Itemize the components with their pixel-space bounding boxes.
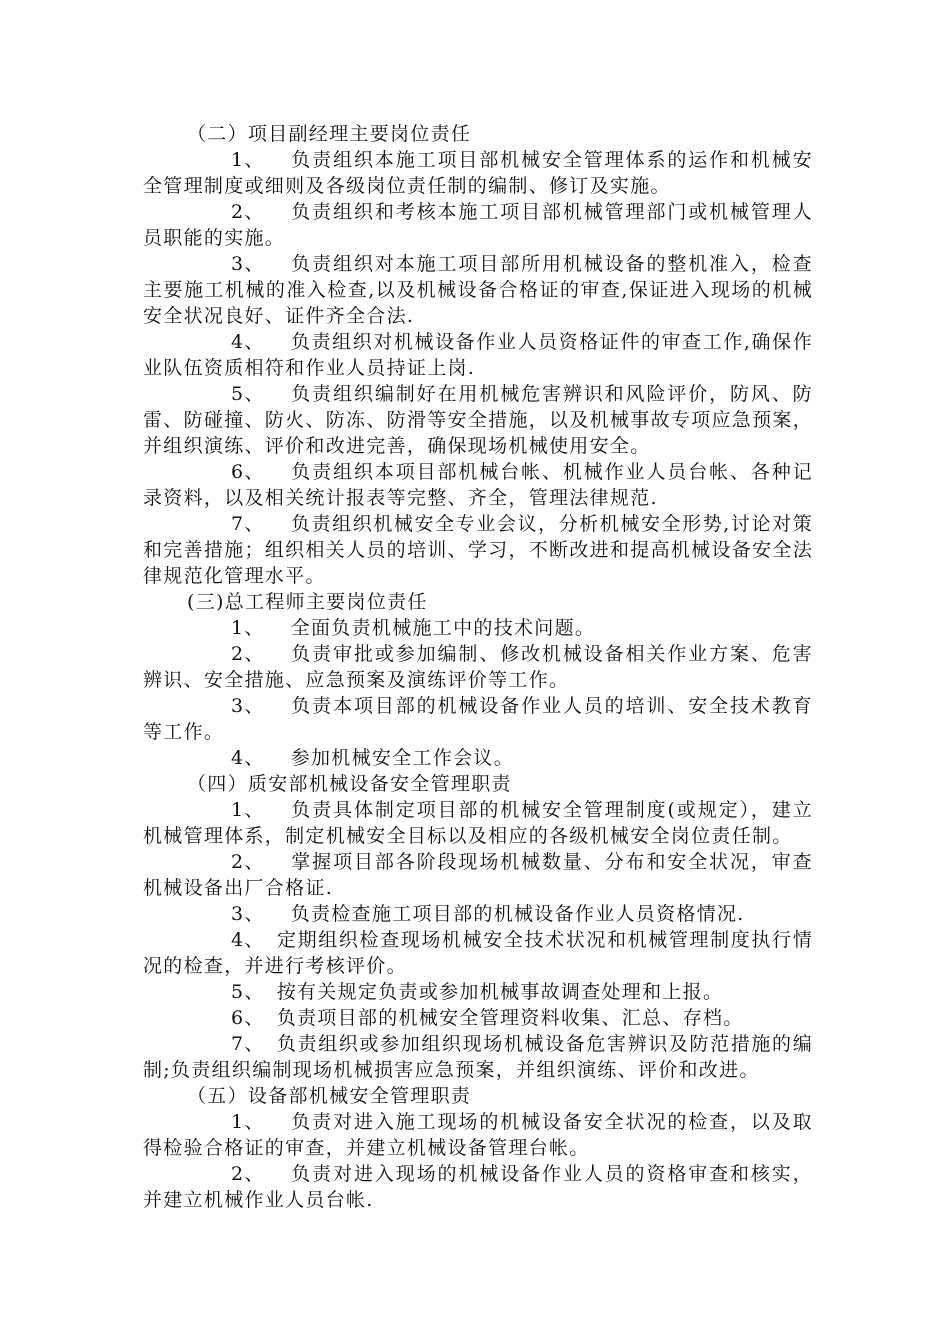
list-item: [143, 615, 813, 641]
item-text: 全面负责机械施工中的技术问题。: [290, 617, 596, 639]
item-text: 负责项目部的机械安全管理资料收集、汇总、存档。: [276, 1007, 744, 1029]
item-text: 负责组织对本施工项目部所用机械设备的整机准入，检查主要施工机械的准入检查,以及机械设备合格证的审查,保证进入现场的机械安全状况良好、证件齐全合法.: [143, 253, 813, 327]
list-item: [143, 1005, 813, 1031]
item-number: 2、: [231, 643, 265, 665]
list-item: [143, 251, 813, 329]
item-number: 3、: [231, 695, 265, 717]
item-number: 2、: [231, 1163, 265, 1185]
item-number: 1、: [231, 799, 265, 821]
item-text: 负责组织和考核本施工项目部机械管理部门或机械管理人员职能的实施。: [143, 201, 813, 249]
list-item: [143, 329, 813, 381]
list-item: [143, 849, 813, 901]
item-text: 参加机械安全工作会议。: [290, 747, 515, 769]
item-text: 负责具体制定项目部的机械安全管理制度(或规定），建立机械管理体系，制定机械安全目标以及相应的各级机械安全岗位责任制。: [143, 799, 813, 847]
item-number: 4、: [231, 747, 265, 769]
list-item: [143, 641, 813, 693]
item-number: 6、: [231, 1007, 265, 1029]
item-number: 7、: [231, 1033, 265, 1055]
section-heading-4: （四）质安部机械设备安全管理职责: [187, 773, 512, 795]
item-text: 负责本项目部的机械设备作业人员的培训、安全技术教育等工作。: [143, 695, 813, 743]
list-item: [143, 511, 813, 589]
item-text: 掌握项目部各阶段现场机械数量、分布和安全状况，审查机械设备出厂合格证.: [143, 851, 813, 899]
item-text: 负责组织本施工项目部机械安全管理体系的运作和机械安全管理制度或细则及各级岗位责任制的编制、修订及实施。: [143, 149, 813, 197]
list-item: [143, 693, 813, 745]
list-item: [143, 1031, 813, 1083]
section-heading-2: （二）项目副经理主要岗位责任: [187, 123, 472, 145]
document-body: [143, 121, 813, 1213]
item-number: 3、: [231, 903, 265, 925]
list-item: [143, 901, 813, 927]
item-text: 负责审批或参加编制、修改机械设备相关作业方案、危害辨识、安全措施、应急预案及演练评价等工作。: [143, 643, 813, 691]
list-item: [143, 745, 813, 771]
item-text: 负责组织或参加组织现场机械设备危害辨识及防范措施的编制;负责组织编制现场机械损害应急预案，并组织演练、评价和改进。: [143, 1033, 813, 1081]
item-text: 定期组织检查现场机械安全技术状况和机械管理制度执行情况的检查，并进行考核评价。: [143, 929, 813, 977]
section-heading-3: (三)总工程师主要岗位责任: [187, 591, 428, 613]
item-number: 4、: [231, 929, 265, 951]
list-item: [143, 381, 813, 459]
section-heading-5: （五）设备部机械安全管理职责: [187, 1085, 472, 1107]
list-item: [143, 797, 813, 849]
list-item: [143, 1161, 813, 1213]
item-text: 负责组织编制好在用机械危害辨识和风险评价，防风、防雷、防碰撞、防火、防冻、防滑等安全措施，以及机械事故专项应急预案，并组织演练、评价和改进完善，确保现场机械使用安全。: [143, 383, 813, 457]
item-number: 1、: [231, 149, 265, 171]
list-item: [143, 927, 813, 979]
item-number: 1、: [231, 1111, 265, 1133]
item-text: 负责组织机械安全专业会议，分析机械安全形势,讨论对策和完善措施；组织相关人员的培训、学习，不断改进和提高机械设备安全法律规范化管理水平。: [143, 513, 813, 587]
item-number: 5、: [231, 981, 265, 1003]
item-number: 1、: [231, 617, 265, 639]
item-number: 7、: [231, 513, 265, 535]
list-item: [143, 147, 813, 199]
list-item: [143, 979, 813, 1005]
item-number: 5、: [231, 383, 265, 405]
item-text: 按有关规定负责或参加机械事故调查处理和上报。: [276, 981, 724, 1003]
item-number: 2、: [231, 201, 265, 223]
item-number: 3、: [231, 253, 265, 275]
item-text: 负责对进入施工现场的机械设备安全状况的检查，以及取得检验合格证的审查，并建立机械设备管理台帐。: [143, 1111, 813, 1159]
item-number: 4、: [231, 331, 265, 353]
item-text: 负责对进入现场的机械设备作业人员的资格审查和核实，并建立机械作业人员台帐.: [143, 1163, 813, 1211]
item-text: 负责检查施工项目部的机械设备作业人员资格情况.: [290, 903, 745, 925]
item-number: 2、: [231, 851, 265, 873]
list-item: [143, 1109, 813, 1161]
item-text: 负责组织本项目部机械台帐、机械作业人员台帐、各种记录资料，以及相关统计报表等完整、齐全，管理法律规范.: [143, 461, 813, 509]
item-number: 6、: [231, 461, 265, 483]
item-text: 负责组织对机械设备作业人员资格证件的审查工作,确保作业队伍资质相符和作业人员持证上岗.: [143, 331, 813, 379]
list-item: [143, 199, 813, 251]
list-item: [143, 459, 813, 511]
